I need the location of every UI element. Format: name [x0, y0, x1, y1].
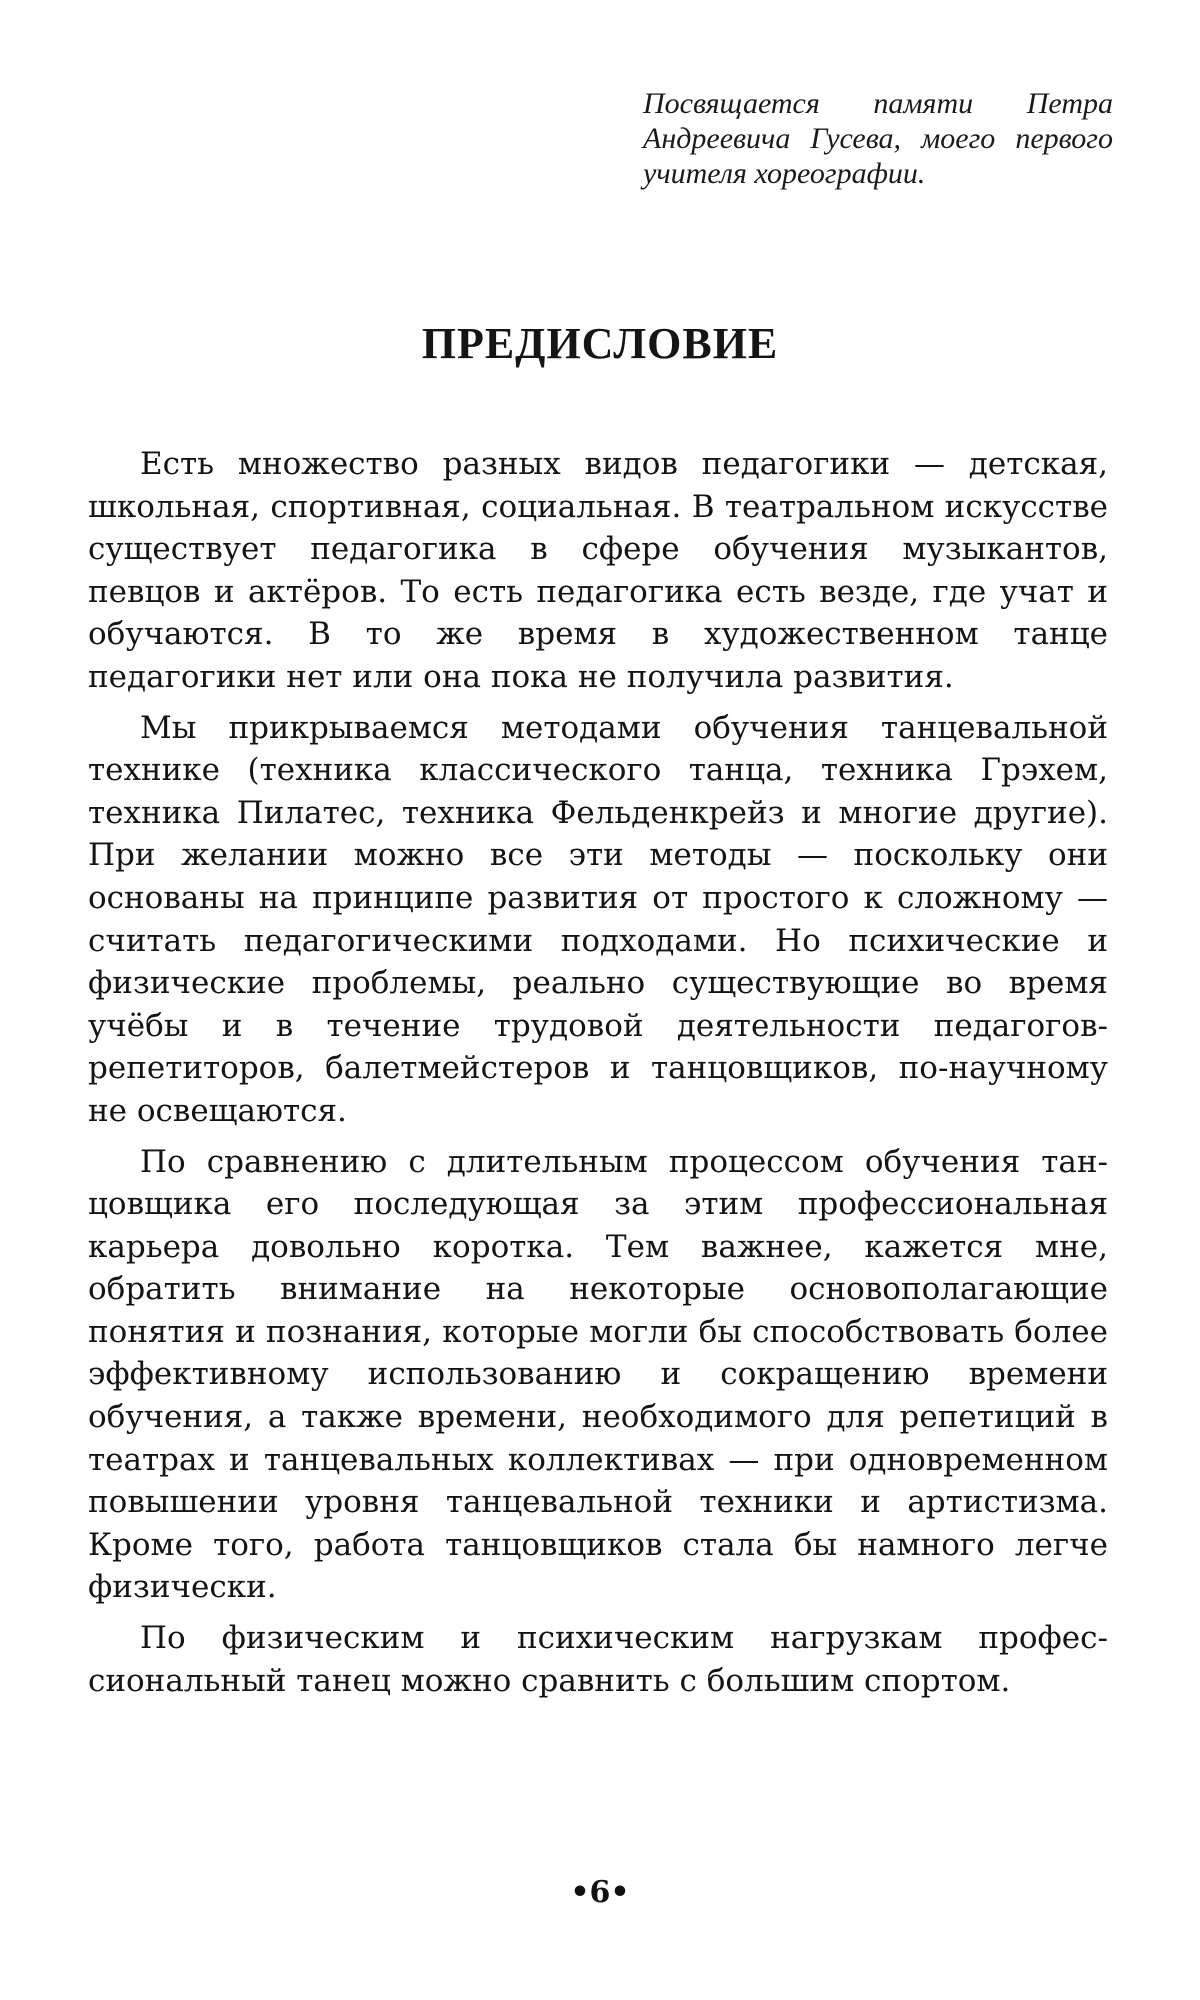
paragraph-4: По физическим и психическим нагрузкам профессиональный танец можно сравнить с большим спортом.: [88, 1620, 1108, 1699]
body-text: [88, 443, 1108, 1710]
paragraph-1: Есть множество разных видов педагогики — детская, школьная, спортивная, социальная. В театральном искусстве существует педагогика в сфере обучения музыкантов, певцов и актёров. То есть педагогика есть везде, где учат и обучаются. В то же время в художественном танце педагогики нет или она пока не получила развития.: [88, 446, 1108, 695]
page-number: •6•: [570, 1875, 630, 1910]
paragraph-2: Мы прикрываемся методами обучения танцевальной технике (техника классического танца, техника Грэхем, техника Пилатес, техника Фельденкрейз и многие другие). При желании можно все эти методы — поскольку они основаны на принципе развития от простого к сложному — считать педагогическими подходами. Но психические и физические проблемы, реально существующие во время учёбы и в течение трудовой деятельности педагогов-репетиторов, балетмейстеров и танцовщиков, по-научному не освещаются.: [88, 709, 1108, 1129]
epigraph: Посвящается памяти Петра Андреевича Гусева, моего первого учителя хореографии.: [643, 87, 1113, 190]
paragraph-3: По сравнению с длительным процессом обучения танцовщика его последующая за этим профессиональная карьера довольно коротка. Тем важнее, кажется мне, обратить внимание на некоторые основополагающие понятия и познания, которые могли бы способствовать более эффективному использованию и сокращению времени обучения, а также времени, необходимого для репетиций в театрах и танцевальных коллективах — при одновременном повышении уровня танцевальной техники и артистизма. Кроме того, работа танцовщиков стала бы намного легче физически.: [88, 1143, 1108, 1606]
page-title: ПРЕДИСЛОВИЕ: [421, 319, 779, 368]
